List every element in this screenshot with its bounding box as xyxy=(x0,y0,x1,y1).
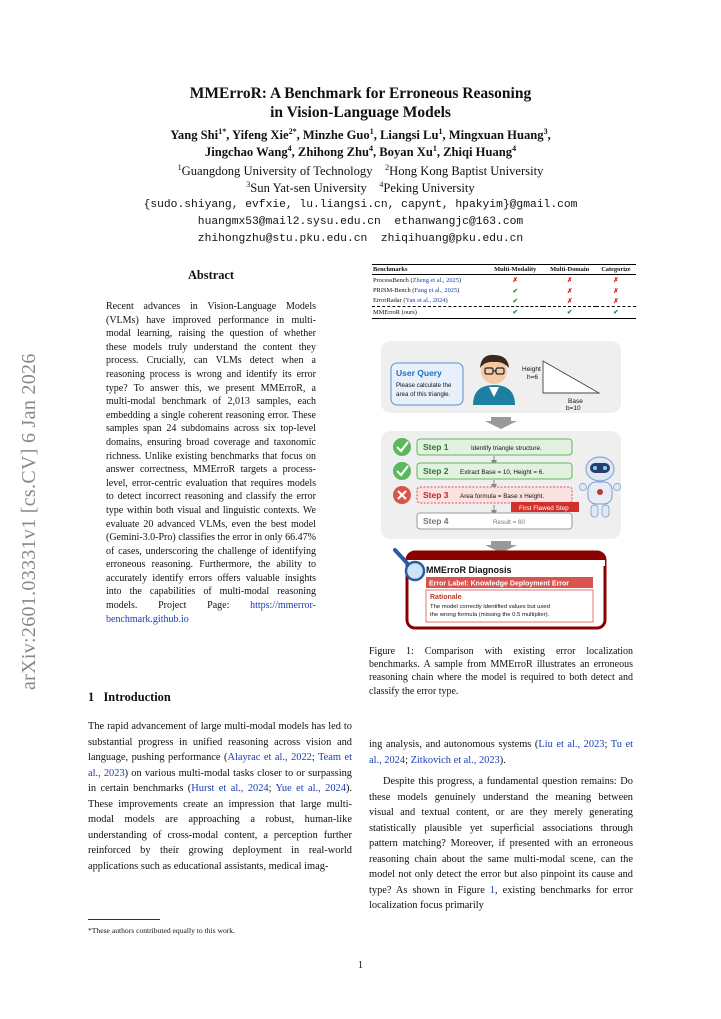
cross-icon: ✗ xyxy=(596,275,636,286)
section-heading-introduction: 1 Introduction xyxy=(88,690,171,704)
author-name: Zhihong Zhu xyxy=(297,145,369,159)
emails xyxy=(0,197,721,248)
email-line: huangmx53@mail2.sysu.edu.cn ethanwangjc@163.com xyxy=(197,216,524,228)
check-icon: ✔ xyxy=(543,307,595,318)
check-icon: ✔ xyxy=(512,287,518,295)
down-arrow-icon xyxy=(485,417,517,429)
introduction-text: The rapid advancement of large multi-modal models has led to substantial progress in unified reasoning across vision and language, pushing performance (Alayrac et al., 2022; Team et al., 2023) on various multi-modal tasks closer to or surpassing in certain benchmarks (Hurst et al., 2024; Yue et al., 2024). These improvements create an impression that large multi-modal models are approaching a robust, human-like understanding of cross-modal content, a perception further reinforced by their growing deployment in real-world applications such as educational assistants, medical imag- xyxy=(88,721,353,872)
author-name: Yifeng Xie xyxy=(232,128,289,142)
author-name: Mingxuan Huang xyxy=(448,128,544,142)
paragraph: Despite this progress, a fundamental question remains: Do these models genuinely understand the meaning between visual and textual content, or are they merely generating statistically plausible yet superficial associations through pattern matching? Moreover, if presented with an erroneous reasoning chain about the same multi-modal scene, can the model not only detect the error but also pinpoint its cause and type? As shown in Figure 1, existing benchmarks for error localization focus primarily xyxy=(369,776,633,911)
citation-link[interactable]: Zheng et al., 2025 xyxy=(412,276,459,284)
cross-icon: ✗ xyxy=(543,275,595,286)
benchmark-comparison-table xyxy=(372,264,636,319)
affiliations: $^1$Guangdong University of Technology $^2$Hong Kong Baptist University $^3$Sun Yat-sen University $^4$Peking University xyxy=(177,162,544,195)
author-name: Minzhe Guo xyxy=(302,128,370,142)
citation-link[interactable]: Yan et al., 2024 xyxy=(405,297,446,305)
figure-illustration xyxy=(381,341,621,631)
citation-link[interactable]: Liu et al., 2023 xyxy=(538,739,605,750)
svg-text:Result = 60: Result = 60 xyxy=(493,519,526,526)
abstract-body xyxy=(106,300,316,626)
rationale-line-2: the wrong formula (missing the 0.5 multiplier). xyxy=(430,612,550,618)
table-row: ErrorRadar (Yan et al., 2024) ✔ ✗ ✗ xyxy=(372,296,636,307)
abstract-text: Recent advances in Vision-Language Models (VLMs) have improved performance in multi-modal learning, raising the question of whether these models truly understand the content they process. Crucially, can VLMs detect when a reasoning process is wrong and identify its error type? To answer this, we present MMErroR, a multi-modal benchmark of 2,013 samples, each embedding a single coherent reasoning error. These samples span 24 subdomains across six top-level domains, ensuring broad coverage and taxonomic richness. Unlike existing benchmarks that focus on answer correctness, MMErroR targets a process-level, error-centric evaluation that requires models to detect incorrect reasoning and classify the error type within both visual and linguistic contexts. We evaluate 20 advanced VLMs, even the best model (Gemini-3.0-Pro) classifies the error in only 66.47% of cases, underscoring the challenge of identifying erroneous reasoning. Furthermore, the ability to accurately identify errors offers valuable insights into the capabilities of multi-modal reasoning models. Project Page: xyxy=(106,301,316,612)
user-query-title: User Query xyxy=(396,368,442,378)
check-circle-icon xyxy=(393,438,411,456)
paragraph: ing analysis, and autonomous systems (Liu et al., 2023; Tu et al., 2024; Zitkovich et al., 2023). xyxy=(369,739,633,766)
author-name: Jingchao Wang xyxy=(204,145,288,159)
right-column-text xyxy=(369,737,633,914)
check-icon: ✔ xyxy=(596,307,636,318)
height-value: h=6 xyxy=(527,374,539,381)
cross-icon: ✗ xyxy=(613,287,619,295)
citation-link[interactable]: Zitkovich et al., 2023 xyxy=(410,754,500,766)
base-label: Base xyxy=(568,398,583,405)
page-number: 1 xyxy=(357,960,364,971)
email-line: zhihongzhu@stu.pku.edu.cn zhiqihuang@pku.edu.cn xyxy=(197,233,524,245)
abstract-heading: Abstract xyxy=(187,268,235,282)
author-name: Yang Shi xyxy=(170,128,219,142)
affiliation: Sun Yat-sen University xyxy=(250,181,367,195)
check-icon: ✔ xyxy=(487,307,543,318)
email-line: {sudo.shiyang, evfxie, lu.liangsi.cn, capynt, hpakyim}@gmail.com xyxy=(143,199,578,211)
title-line-1: MMErroR: A Benchmark for Erroneous Reasoning xyxy=(189,85,532,102)
svg-text:Step 3: Step 3 xyxy=(423,490,449,500)
svg-text:Step 4: Step 4 xyxy=(423,516,449,526)
footnote: *These authors contributed equally to this work. xyxy=(88,926,235,935)
citation-link[interactable]: Team et al., 2023 xyxy=(88,752,352,779)
rationale-line-1: The model correctly identified values but used xyxy=(430,604,550,610)
svg-text:Error Label: Knowledge Deploym: Error Label: Knowledge Deployment Error xyxy=(429,580,570,588)
project-page-link[interactable]: https://mmerror-benchmark.github.io xyxy=(106,600,316,625)
title-line-2: in Vision-Language Models xyxy=(270,104,451,121)
table-row: ProcessBench (Zheng et al., 2025) ✗ ✗ ✗ xyxy=(372,275,636,286)
svg-text:Identify triangle structure.: Identify triangle structure. xyxy=(471,445,542,452)
cross-icon: ✗ xyxy=(566,287,573,295)
citation-link[interactable]: Fang et al., 2025 xyxy=(414,287,458,295)
svg-text:Area formula = Base x Height.: Area formula = Base x Height. xyxy=(460,493,545,500)
figure-ref-link[interactable]: 1 xyxy=(489,884,495,896)
citation-link[interactable]: Tu et al., 2024 xyxy=(369,739,633,766)
svg-text:Step 2: Step 2 xyxy=(423,466,449,476)
author-name: Zhiqi Huang xyxy=(443,145,513,159)
height-label: Height xyxy=(522,366,541,373)
check-icon: ✔ xyxy=(512,297,518,305)
table-row: MMErroR (ours) ✔ ✔ ✔ xyxy=(372,307,636,318)
citation-link[interactable]: Yue et al., 2024 xyxy=(275,783,346,794)
author-name: Boyan Xu xyxy=(379,145,433,159)
author-list: Yang Shi$^{1*}$, Yifeng Xie$^{2*}$, Minzhe Guo$^1$, Liangsi Lu$^1$, Mingxuan Huang$^3$, Jingchao Wang$^4$, Zhihong Zhu$^4$, Boyan Xu$^1$, Zhiqi Huang$^4$ xyxy=(170,126,551,159)
table-header: Multi-Modality xyxy=(487,265,543,275)
cross-icon: ✗ xyxy=(487,275,543,286)
table-header: Multi-Domain xyxy=(543,265,595,275)
figure-caption: Figure 1: Comparison with existing error localization benchmarks. A sample from MMErroR illustrates an erroneous reasoning chain where the model is required to both detect and classify the error type. xyxy=(369,646,633,697)
citation-link[interactable]: Alayrac et al., 2022 xyxy=(227,752,312,763)
diagnosis-title: MMErroR Diagnosis xyxy=(426,565,512,575)
figure-1 xyxy=(381,341,621,631)
user-query-text-1: Please calculate the xyxy=(396,382,452,389)
svg-text:Rationale: Rationale xyxy=(430,594,462,601)
table-row: PRISM-Bench (Fang et al., 2025) ✔ ✗ ✗ xyxy=(372,285,636,295)
citation-link[interactable]: Hurst et al., 2024 xyxy=(191,783,269,794)
cross-icon: ✗ xyxy=(613,297,619,305)
table-header: Benchmarks xyxy=(372,265,487,275)
cross-icon: ✗ xyxy=(566,297,573,305)
footnote-rule xyxy=(88,919,160,920)
affiliation: Peking University xyxy=(383,181,475,195)
affiliation: Guangdong University of Technology xyxy=(181,164,373,178)
svg-text:Extract Base = 10, Height = 6.: Extract Base = 10, Height = 6. xyxy=(460,469,545,476)
svg-text:First Flawed Step: First Flawed Step xyxy=(519,505,569,512)
user-query-text-2: area of this triangle. xyxy=(396,391,451,398)
check-circle-icon xyxy=(393,462,411,480)
paper-title xyxy=(0,84,721,122)
svg-text:Step 1: Step 1 xyxy=(423,442,449,452)
table-header: Categorize xyxy=(596,265,636,275)
author-name: Liangsi Lu xyxy=(380,128,439,142)
base-value: b=10 xyxy=(566,405,581,412)
affiliation: Hong Kong Baptist University xyxy=(389,164,544,178)
